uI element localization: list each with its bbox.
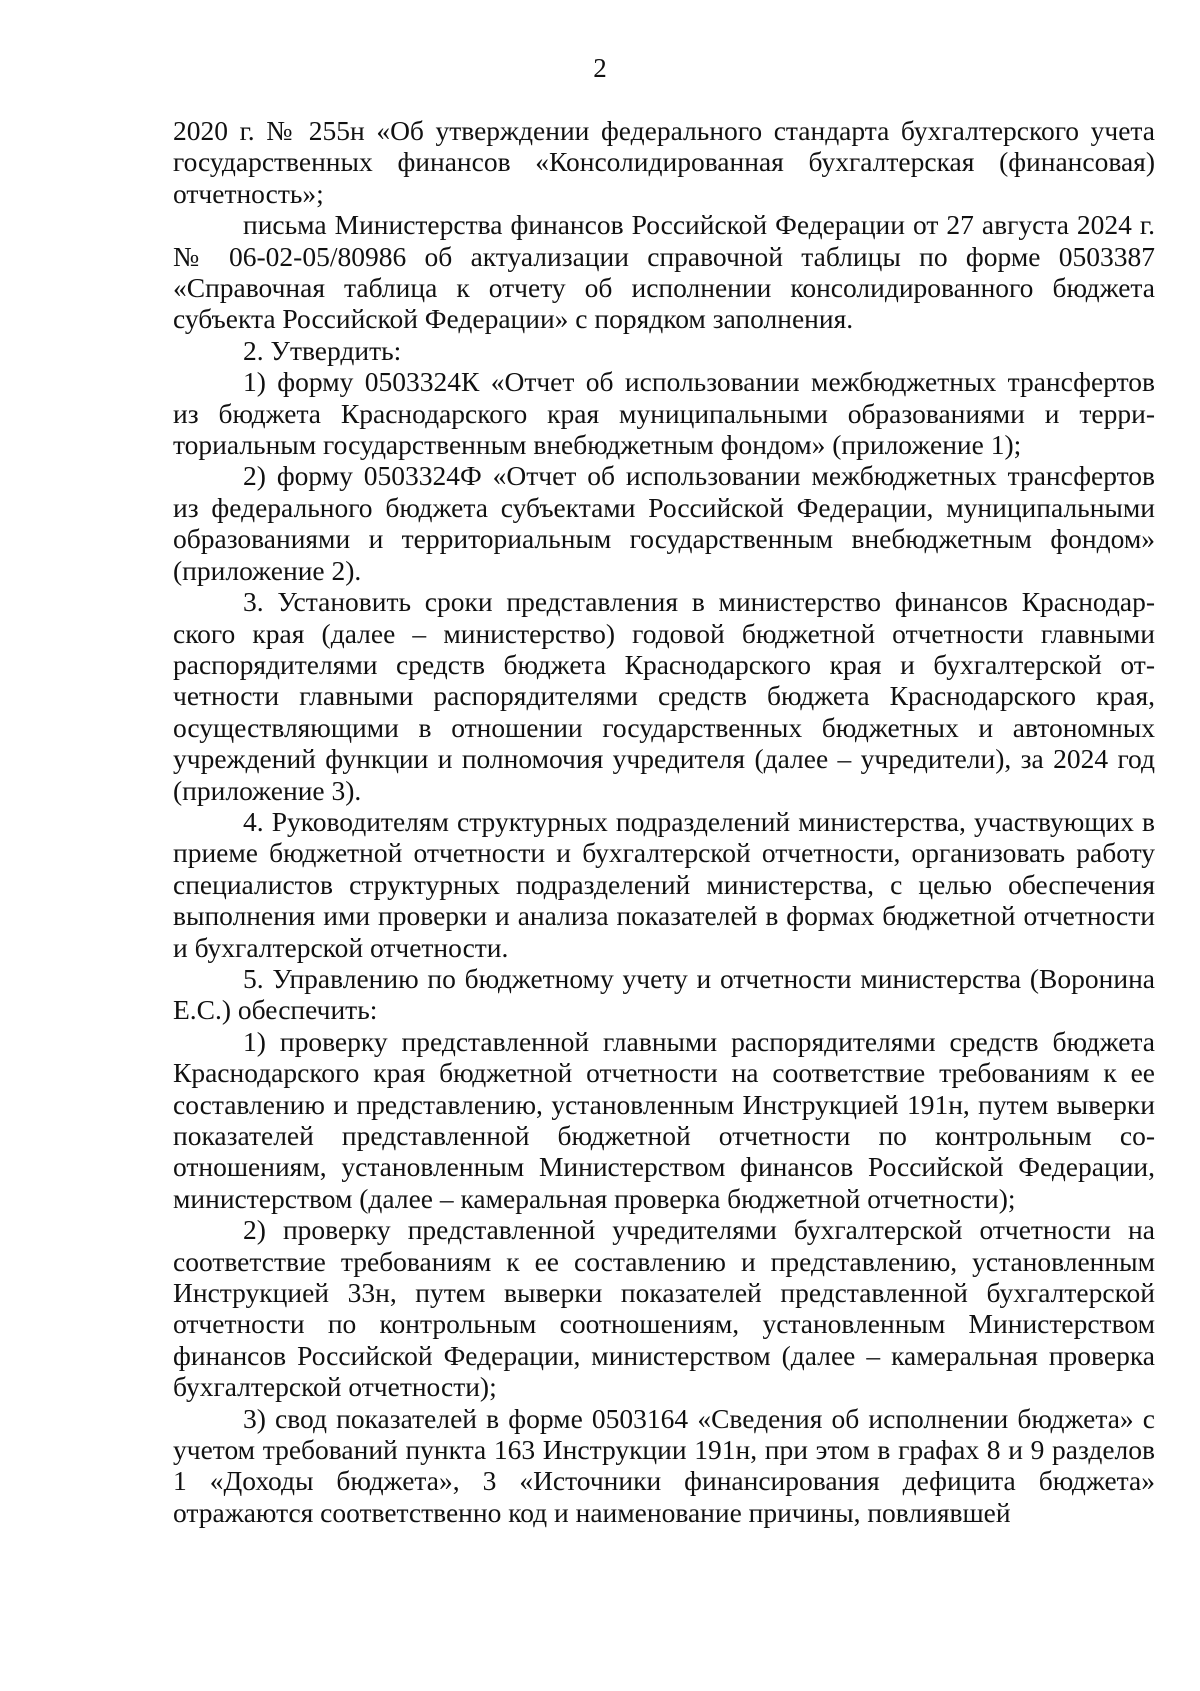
paragraph-3: 2. Утвердить:	[243, 334, 402, 366]
paragraph-2: письма Министерства финансов Российской Федерации от 27 августа 2024 г. № 06-02-05/80986 об актуализации справочной таблицы по форме 0503387 «Справочная таблица к отчету об исполнении консолидированного бюджета субъекта Российской Федерации» с порядком заполнения.	[173, 209, 1155, 335]
document-body	[173, 115, 1155, 1528]
page-number: 2	[593, 53, 607, 83]
paragraph-8: 5. Управлению по бюджетному учету и отчетности министерства (Воронина Е.С.) обеспечить:	[173, 962, 1155, 1026]
paragraph-9: 1) проверку представленной главными распорядителями средств бюджета Краснодарского края бюджетной отчетности на соответствие требованиям к ее составлению и представлению, установленным Инструкцией 191н, путем выверки показателей представленной бюджетной отчетности по контрольным соотношениям, установленным Министерством финансов Российской Федерации, министерством (далее – камеральная проверка бюджетной отчетности);	[173, 1025, 1155, 1214]
paragraph-4: 1) форму 0503324К «Отчет об использовании межбюджетных трансфертов из бюджета Краснодарского края муниципальными образованиями и территориальным государственным внебюджетным фондом» (приложение 1);	[173, 366, 1155, 461]
paragraph-5: 2) форму 0503324Ф «Отчет об использовании межбюджетных трансфертов из федерального бюджета субъектами Российской Федерации, муниципальными образованиями и территориальным государственным внебюджетным фондом» (приложение 2).	[173, 460, 1155, 586]
paragraph-1: 2020 г. № 255н «Об утверждении федерального стандарта бухгалтерского учета государственных финансов «Консолидированная бухгалтерская (финансовая) отчетность»;	[173, 115, 1155, 209]
paragraph-6: 3. Установить сроки представления в министерство финансов Краснодарского края (далее – министерство) годовой бюджетной отчетности главными распорядителями средств бюджета Краснодарского края и бухгалтерской отчетности главными распорядителями средств бюджета Краснодарского края, осуществляющими в отношении государственных бюджетных и автономных учреждений функции и полномочия учредителя (далее – учредители), за 2024 год (приложение 3).	[173, 586, 1155, 806]
paragraph-10: 2) проверку представленной учредителями бухгалтерской отчетности на соответствие требованиям к ее составлению и представлению, установленным Инструкцией 33н, путем выверки показателей представленной бухгалтерской отчетности по контрольным соотношениям, установленным Министерством финансов Российской Федерации, министерством (далее – камеральная проверка бухгалтерской отчетности);	[173, 1214, 1155, 1403]
paragraph-7: 4. Руководителям структурных подразделений министерства, участвующих в приеме бюджетной отчетности и бухгалтерской отчетности, организовать работу специалистов структурных подразделений министерства, с целью обеспечения выполнения ими проверки и анализа показателей в формах бюджетной отчетности и бухгалтерской отчетности.	[173, 805, 1155, 963]
paragraph-11: 3) свод показателей в форме 0503164 «Сведения об исполнении бюджета» с учетом требований пункта 163 Инструкции 191н, при этом в графах 8 и 9 разделов 1 «Доходы бюджета», 3 «Источники финансирования дефицита бюджета» отражаются соответственно код и наименование причины, повлиявшей	[173, 1402, 1155, 1528]
